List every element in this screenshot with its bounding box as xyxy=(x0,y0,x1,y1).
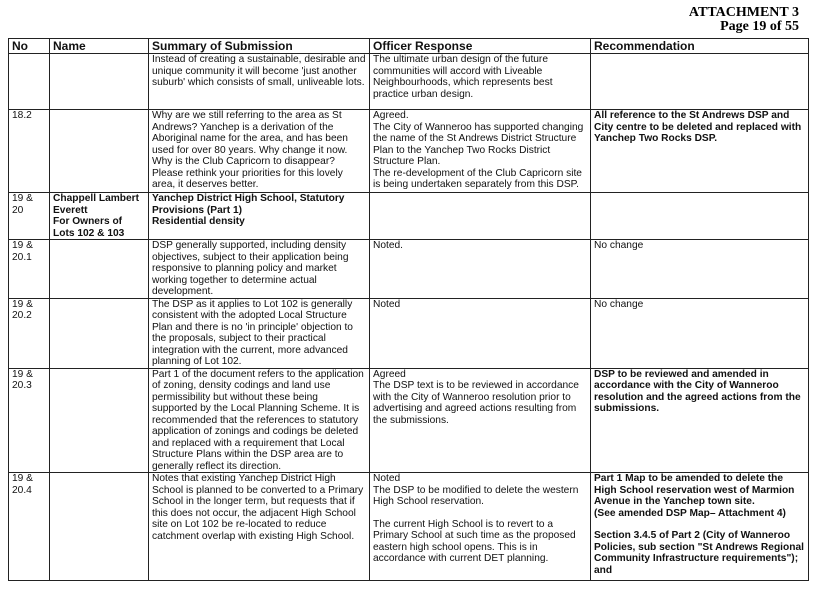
row-recommendation: All reference to the St Andrews DSP and City centre to be deleted and replaced with Yanchep Two Rocks DSP. xyxy=(591,110,809,193)
row-response: Noted xyxy=(370,298,591,368)
submitter-name: Chappell Lambert Everett xyxy=(53,193,140,216)
recommendation-text: Section 3.4.5 of Part 2 (City of Wanneroo Policies, sub section "St Andrews Regional Community Infrastructure requirements"); and xyxy=(594,530,804,576)
page-header xyxy=(689,6,799,34)
col-header-summary: Summary of Submission xyxy=(149,39,370,54)
table-row xyxy=(9,54,809,110)
row-response xyxy=(370,193,591,240)
row-response: Noted. xyxy=(370,240,591,299)
row-number: 19 & 20.1 xyxy=(9,240,50,299)
table-row xyxy=(9,368,809,473)
table-row xyxy=(9,193,809,240)
col-header-recommendation: Recommendation xyxy=(591,39,809,54)
row-name xyxy=(50,240,149,299)
response-detail: The DSP to be modified to delete the western High School reservation. xyxy=(373,484,579,507)
row-name xyxy=(50,473,149,581)
row-summary xyxy=(149,193,370,240)
row-summary: The DSP as it applies to Lot 102 is generally consistent with the adopted Local Structure Plan and there is no 'in principle' objection to the proposals, subject to their practical integration with the current, more advanced planning of Lot 102. xyxy=(149,298,370,368)
row-name xyxy=(50,54,149,110)
summary-topic: Residential density xyxy=(152,216,245,227)
row-recommendation: DSP to be reviewed and amended in accordance with the City of Wanneroo resolution and the agreed actions from the submissions. xyxy=(591,368,809,473)
row-summary: Instead of creating a sustainable, desirable and unique community it will become 'just another suburb' which consists of small, unliveable lots. xyxy=(149,54,370,110)
row-number: 19 & 20.3 xyxy=(9,368,50,473)
attachment-label: ATTACHMENT 3 xyxy=(688,5,799,20)
response-status: Agreed. xyxy=(373,110,409,121)
row-recommendation: No change xyxy=(591,298,809,368)
response-status: Agreed xyxy=(373,368,406,380)
page-number: Page 19 of 55 xyxy=(720,19,799,34)
row-summary: DSP generally supported, including density objectives, subject to their application being responsive to planning policy and market working together to determine actual development. xyxy=(149,240,370,299)
col-header-response: Officer Response xyxy=(370,39,591,54)
row-summary: Part 1 of the document refers to the application of zoning, density codings and land use permissibility but without these being supported by the Local Planning Scheme. It is recommended that the references to statutory application of zonings and codings be deleted and replaced with a requirement that Local Structure Plans within the DSP area are to generally reflect its direction. xyxy=(149,368,370,473)
response-detail: The City of Wanneroo has supported changing the name of the St Andrews District Structure Plan to the Yanchep Two Rocks District Structure Plan. xyxy=(373,121,584,167)
row-name xyxy=(50,110,149,193)
row-number: 19 & 20 xyxy=(9,193,50,240)
row-response xyxy=(370,473,591,581)
row-name xyxy=(50,193,149,240)
row-recommendation xyxy=(591,473,809,581)
row-recommendation xyxy=(591,54,809,110)
table-header-row xyxy=(9,39,809,54)
row-number: 19 & 20.4 xyxy=(9,473,50,581)
table-row xyxy=(9,298,809,368)
table-row xyxy=(9,473,809,581)
recommendation-text: Part 1 Map to be amended to delete the High School reservation west of Marmion Avenue in the Yanchep town site. xyxy=(594,473,795,507)
response-detail: The DSP text is to be reviewed in accordance with the City of Wanneroo resolution prior to advertising and agreed actions resulting from the submissions. xyxy=(373,380,579,426)
paragraph-gap xyxy=(594,519,805,530)
row-number: 19 & 20.2 xyxy=(9,298,50,368)
col-header-no: No xyxy=(9,39,50,54)
table-row xyxy=(9,110,809,193)
row-name xyxy=(50,298,149,368)
row-response xyxy=(370,368,591,473)
response-detail: The current High School is to revert to a Primary School at such time as the proposed eastern high school opens. This is in accordance with current DET planning. xyxy=(373,518,576,564)
summary-topic: Yanchep District High School, Statutory Provisions (Part 1) xyxy=(152,193,345,216)
row-name xyxy=(50,368,149,473)
submitter-for: For Owners of Lots 102 & 103 xyxy=(53,216,125,239)
row-recommendation xyxy=(591,193,809,240)
row-number xyxy=(9,54,50,110)
paragraph-gap xyxy=(373,508,587,519)
row-summary: Notes that existing Yanchep District High School is planned to be converted to a Primary School in the longer term, but requests that if this does not occur, the adjacent High School site on Lot 102 be re-located to reduce catchment overlap with existing High School. xyxy=(149,473,370,581)
col-header-name: Name xyxy=(50,39,149,54)
row-summary: Why are we still referring to the area as St Andrews? Yanchep is a derivation of the Aboriginal name for the area, and has been used for over 80 years. Why change it now. Why is the Club Capricorn to disappear? Please rethink your priorities for this lovely area, it deserves better. xyxy=(149,110,370,193)
recommendation-text: (See amended DSP Map– Attachment 4) xyxy=(594,507,786,519)
table-row xyxy=(9,240,809,299)
submissions-table xyxy=(8,38,809,581)
row-response: The ultimate urban design of the future communities will accord with Liveable Neighbourhoods, which represents best practice urban design. xyxy=(370,54,591,110)
row-number: 18.2 xyxy=(9,110,50,193)
response-status: Noted xyxy=(373,473,401,484)
row-recommendation: No change xyxy=(591,240,809,299)
row-response xyxy=(370,110,591,193)
response-detail: The re-development of the Club Capricorn site is being undertaken separately from this DSP. xyxy=(373,167,582,190)
